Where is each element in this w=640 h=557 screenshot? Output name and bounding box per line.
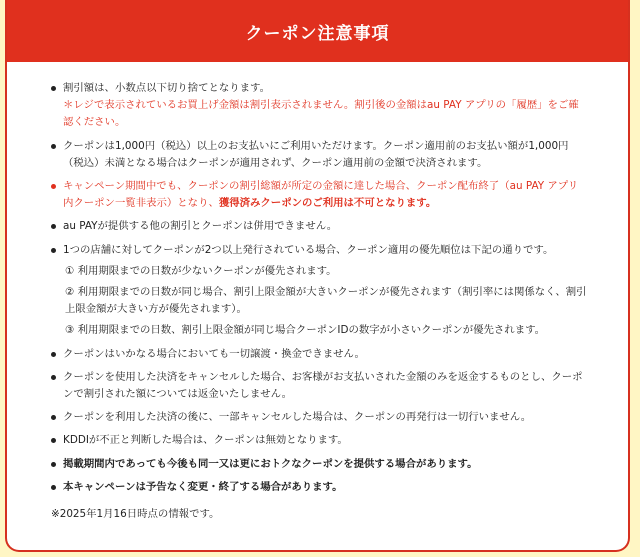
item-text: クーポンはいかなる場合においても一切譲渡・換金できません。 xyxy=(63,347,365,360)
item-text-bold: 獲得済みクーポンのご利用は不可となります。 xyxy=(218,197,437,210)
list-item xyxy=(51,346,588,363)
item-text: au PAYが提供する他の割引とクーポンは併用できません。 xyxy=(63,220,338,233)
item-text: KDDIが不正と判断した場合は、クーポンは無効となります。 xyxy=(63,434,348,447)
item-text: キャンペーン期間中でも、クーポンの割引総額が所定の金額に達した場合、クーポン配布終了（au PAY アプリ内クーポン一覧非表示）となり、 xyxy=(63,180,579,210)
sub-item: ② 利用期限までの日数が同じ場合、割引上限金額が大きいクーポンが優先されます（割引率には関係なく、割引上限金額が大きい方が優先されます）。 xyxy=(65,286,587,316)
list-item xyxy=(51,456,588,473)
list-item xyxy=(51,178,588,212)
list-item xyxy=(51,242,588,340)
notice-list xyxy=(51,80,588,496)
list-item xyxy=(51,138,588,172)
priority-sublist xyxy=(63,263,588,340)
list-item xyxy=(51,369,588,403)
list-item xyxy=(51,432,588,449)
item-text: クーポンは1,000円（税込）以上のお支払いにご利用いただけます。クーポン適用前のお支払い額が1,000円（税込）未満となる場合はクーポンが適用されず、クーポン適用前の金額で決済されます。 xyxy=(63,139,569,169)
sub-item: ③ 利用期限までの日数、割引上限金額が同じ場合クーポンIDの数字が小さいクーポンが優先されます。 xyxy=(65,324,546,337)
item-text-bold: 掲載期間内であっても今後も同一又は更におトクなクーポンを提供する場合があります。 xyxy=(63,457,478,470)
item-text-bold: 本キャンペーンは予告なく変更・終了する場合があります。 xyxy=(63,480,343,493)
list-item xyxy=(51,80,588,132)
item-text: クーポンを利用した決済の後に、一部キャンセルした場合は、クーポンの再発行は一切行いません。 xyxy=(63,411,532,424)
sub-item: ① 利用期限までの日数が少ないクーポンが優先されます。 xyxy=(65,264,337,277)
coupon-notice-card xyxy=(5,0,630,552)
footer-note: ※2025年1月16日時点の情報です。 xyxy=(51,508,220,521)
notice-body xyxy=(7,62,628,523)
list-item xyxy=(51,218,588,235)
list-item xyxy=(51,479,588,496)
list-item xyxy=(51,409,588,426)
item-text: 割引額は、小数点以下切り捨てとなります。 xyxy=(63,82,270,94)
item-text: 1つの店舗に対してクーポンが2つ以上発行されている場合、クーポン適用の優先順位は下記の通りです。 xyxy=(63,243,554,256)
page-title: クーポン注意事項 xyxy=(7,0,628,62)
item-text: クーポンを使用した決済をキャンセルした場合、お客様がお支払いされた金額のみを返金するものとし、クーポンで割引された額については返金いたしません。 xyxy=(63,370,583,401)
item-note: ＊レジで表示されているお買上げ金額は割引表示されません。割引後の金額はau PAY アプリの「履歴」をご確認ください。 xyxy=(63,99,579,129)
